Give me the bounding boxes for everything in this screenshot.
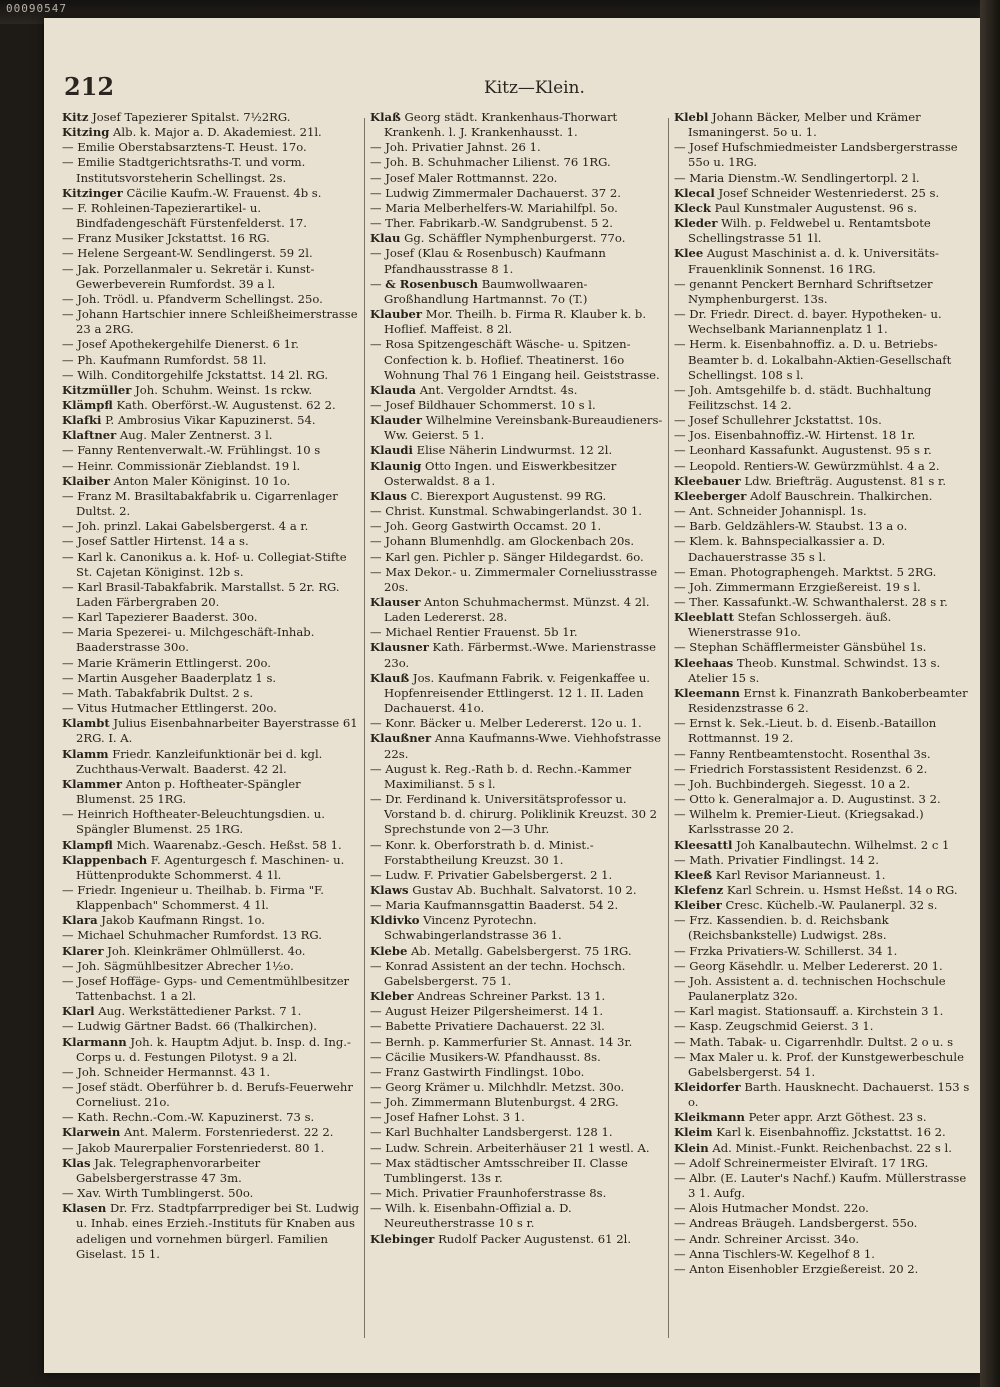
directory-entry: — Joh. Amtsgehilfe b. d. städt. Buchhaltung Feilitzschst. 14 2. (674, 382, 932, 412)
directory-entry: Klappenbach F. Agenturgesch f. Maschinen- u. Hüttenprodukte Schommerst. 4 1l. (62, 852, 345, 882)
entry-surname: Klecal (674, 185, 715, 200)
directory-entry: Kleebauer Ldw. Briefträg. Augustenst. 81 s r. (674, 473, 947, 488)
directory-entry: — Bernh. p. Kammerfurier St. Annast. 14 3r. (370, 1034, 633, 1049)
directory-entry: — Jakob Maurerpalier Forstenriederst. 80 1. (62, 1140, 325, 1155)
directory-entry: Klauser Anton Schuhmachermst. Münzst. 4 2l. Laden Ledererst. 28. (370, 595, 650, 625)
directory-entry: — Max Maler u. k. Prof. der Kunstgewerbeschule Gabelsbergerst. 54 1. (674, 1049, 964, 1079)
entry-surname: Kleikmann (674, 1110, 745, 1125)
directory-entry: Klauß Jos. Kaufmann Fabrik. v. Feigenkaffee u. Hopfenreisender Ettlingerst. 12 1. II. Laden Dachauerst. 41o. (370, 670, 650, 716)
directory-entry: — Albr. (E. Lauter's Nachf.) Kaufm. Müllerstrasse 3 1. Aufg. (674, 1170, 967, 1201)
directory-entry: — Adolf Schreinermeister Elviraſt. 17 1RG. (674, 1155, 929, 1170)
directory-entry: Klebinger Rudolf Packer Augustenst. 61 2l. (370, 1231, 632, 1246)
entry-surname: Klaws (370, 882, 409, 897)
directory-entry: — Klem. k. Bahnspecialkassier a. D. Dachauerstrasse 35 s l. (674, 534, 886, 564)
entry-surname: Kldivko (370, 913, 420, 928)
directory-entry: Klaws Gustav Ab. Buchhalt. Salvatorst. 10 2. (370, 882, 637, 897)
entry-surname: Klammer (62, 776, 123, 791)
directory-entry: Klarwein Ant. Malerm. Forstenriederst. 22 2. (62, 1125, 334, 1140)
directory-entry: — August k. Reg.-Rath b. d. Rechn.-Kammer Maximilianst. 5 s l. (370, 761, 632, 791)
directory-entry: — Max städtischer Amtsschreiber II. Classe Tumblingerst. 13s r. (370, 1155, 628, 1185)
directory-entry: Kleim Karl k. Eisenbahnoffiz. Jckstattst. 16 2. (674, 1125, 946, 1140)
directory-entry: — Barb. Geldzählers-W. Staubst. 13 a o. (674, 519, 908, 534)
directory-entry: — Ernst k. Sek.-Lieut. b. d. Eisenb.-Bataillon Rottmannst. 19 2. (674, 716, 937, 746)
directory-entry: — Karl Tapezierer Baaderst. 30o. (62, 610, 258, 625)
entry-surname: Klefenz (674, 882, 724, 897)
directory-entry: — Jos. Eisenbahnoffiz.-W. Hirtenst. 18 1r. (674, 428, 916, 443)
entry-surname: Klebl (674, 110, 709, 124)
directory-entry: Kleder Wilh. p. Feldwebel u. Rentamtsbote Schellingstrasse 51 1l. (674, 216, 931, 246)
directory-entry: — Mich. Privatier Fraunhoferstrasse 8s. (370, 1186, 607, 1201)
entry-surname: Klaunig (370, 458, 422, 473)
directory-entry: Klauder Wilhelmine Vereinsbank-Bureaudieners-Ww. Geierst. 5 1. (370, 413, 663, 443)
entry-surname: Klasen (62, 1201, 107, 1216)
directory-entry: — Emilie Stadtgerichtsraths-T. und vorm. Institutsvorsteherin Schellingst. 2s. (62, 155, 306, 185)
directory-entry: — Josef Bildhauer Schommerst. 10 s l. (370, 397, 596, 412)
directory-entry: Klein Ad. Minist.-Funkt. Reichenbachst. 22 s l. (674, 1140, 952, 1155)
directory-entry: — Anton Eisenhobler Erzgießereist. 20 2. (674, 1261, 919, 1276)
directory-entry: — Math. Tabak- u. Cigarrenhdlr. Dultst. 2 o u. s (674, 1034, 954, 1049)
page-header (64, 72, 944, 102)
directory-entry: — Josef Hoffäge- Gyps- und Cementmühlbesitzer Tattenbachst. 1 a 2l. (62, 973, 350, 1004)
directory-entry: — Emilie Oberstabsarztens-T. Heust. 17o. (62, 140, 307, 155)
directory-entry: — F. Rohleinen-Tapezierartikel- u. Bindfadengeschäft Fürstenfelderst. 17. (62, 200, 307, 231)
entry-surname: Klämpfl (62, 397, 113, 412)
directory-entry: — Marie Krämerin Ettlingerst. 20o. (62, 655, 271, 670)
directory-entry: — Cäcilie Musikers-W. Pfandhausst. 8s. (370, 1049, 601, 1064)
column-divider (364, 118, 365, 1338)
entry-surname: Klauder (370, 413, 423, 428)
directory-entry: — Ph. Kaufmann Rumfordst. 58 1l. (62, 352, 267, 367)
directory-entry: — Leopold. Rentiers-W. Gewürzmühlst. 4 a 2. (674, 458, 940, 473)
directory-entry: — Josef Hafner Lohst. 3 1. (370, 1110, 525, 1125)
directory-entry: Klaß Georg städt. Krankenhaus-Thorwart Krankenh. l. J. Krankenhausst. 1. (370, 110, 618, 140)
directory-entry: — Konr. k. Oberforstrath b. d. Minist.-Forstabtheilung Kreuzst. 30 1. (370, 837, 594, 867)
directory-entry: — Joh. Sägmühlbesitzer Abrecher 1½o. (62, 958, 294, 973)
directory-entry: Klausner Kath. Färbermst.-Wwe. Marienstrasse 23o. (370, 640, 656, 670)
directory-entry: Klee August Maschinist a. d. k. Universitäts-Frauenklinik Sonnenst. 16 1RG. (674, 246, 939, 276)
directory-entry: — Christ. Kunstmal. Schwabingerlandst. 30 1. (370, 504, 642, 519)
directory-entry: — Josef Apothekergehilfe Dienerst. 6 1r. (62, 337, 299, 352)
directory-entry: — Joh. Zimmermann Blutenburgst. 4 2RG. (370, 1095, 619, 1110)
directory-entry: — Josef Sattler Hirtenst. 14 a s. (62, 534, 249, 549)
directory-entry: Klamm Friedr. Kanzleifunktionär bei d. kgl. Zuchthaus-Verwalt. Baaderst. 42 2l. (62, 746, 323, 776)
entry-surname: Klaußner (370, 731, 432, 746)
entry-surname: Kleeberger (674, 488, 747, 503)
directory-entry: — Heinrich Hoftheater-Beleuchtungsdien. u. Spängler Blumenst. 25 1RG. (62, 807, 325, 837)
directory-entry: — Joh. Schneider Hermannst. 43 1. (62, 1064, 271, 1079)
directory-entry: Klämpfl Kath. Oberförst.-W. Augustenst. 62 2. (62, 397, 336, 412)
directory-entry: — Joh. Trödl. u. Pfandverm Schellingst. 25o. (62, 291, 323, 306)
entry-surname: Kleiber (674, 898, 722, 913)
directory-entry: — Kath. Rechn.-Com.-W. Kapuzinerst. 73 s. (62, 1110, 315, 1125)
entry-surname: Kleck (674, 200, 711, 215)
entry-surname: Kleber (370, 989, 414, 1004)
directory-entry: — Otto k. Generalmajor a. D. Augustinst. 3 2. (674, 792, 941, 807)
entry-surname: Kleeblatt (674, 610, 734, 625)
entry-surname: Kleim (674, 1125, 713, 1140)
directory-entry: — Kasp. Zeugschmid Geierst. 3 1. (674, 1019, 874, 1034)
directory-entry: — Rosa Spitzengeschäft Wäsche- u. Spitzen-Confection k. b. Hoflief. Theatinerst. 16o Wohnung Thal 76 1 Eingang heil. Geiststrasse. (370, 337, 660, 382)
directory-entry: Klas Jak. Telegraphenvorarbeiter Gabelsbergerstrasse 47 3m. (62, 1155, 261, 1185)
directory-entry: — Eman. Photographengeh. Marktst. 5 2RG. (674, 564, 937, 579)
directory-entry: Klafki P. Ambrosius Vikar Kapuzinerst. 54. (62, 413, 316, 428)
directory-entry: — Georg Krämer u. Milchhdlr. Metzst. 30o. (370, 1080, 625, 1094)
directory-entry: — Karl Brasil-Tabakfabrik. Marstallst. 5 2r. RG. Laden Färbergraben 20. (62, 579, 340, 609)
directory-entry: — Math. Privatier Findlingst. 14 2. (674, 852, 879, 867)
entry-surname: Klarmann (62, 1034, 127, 1049)
directory-entry: — Frzka Privatiers-W. Schillerst. 34 1. (674, 943, 898, 958)
directory-entry: — Joh. Assistent a. d. technischen Hochschule Paulanerplatz 32o. (674, 973, 946, 1004)
directory-entry: — genannt Penckert Bernhard Schriftsetzer Nymphenburgerst. 13s. (674, 276, 933, 306)
entry-surname: Klamm (62, 746, 109, 761)
directory-entry: Kleidorfer Barth. Hausknecht. Dachauerst. 153 s o. (674, 1080, 970, 1110)
directory-entry: — Karl gen. Pichler p. Sänger Hildegardst. 6o. (370, 549, 644, 564)
directory-entry: — Josef (Klau & Rosenbusch) Kaufmann Pfandhausstrasse 8 1. (370, 246, 606, 276)
entry-surname: Klein (674, 1140, 709, 1155)
directory-entry: Kitzinger Cäcilie Kaufm.-W. Frauenst. 4b s. (62, 185, 322, 200)
directory-entry: Klaiber Anton Maler Königinst. 10 1o. (62, 473, 291, 488)
directory-entry: Klambt Julius Eisenbahnarbeiter Bayerstrasse 61 2RG. I. A. (62, 716, 358, 746)
directory-entry: — August Heizer Pilgersheimerst. 14 1. (370, 1004, 604, 1019)
page-number: 212 (64, 72, 115, 101)
entry-surname: Klaftner (62, 428, 117, 443)
entry-surname: Klauber (370, 307, 423, 322)
directory-entry: — Andreas Bräugeh. Landsbergerst. 55o. (674, 1216, 918, 1231)
entry-surname: Kitzinger (62, 185, 123, 200)
directory-entry: — Vitus Hutmacher Ettlingerst. 20o. (62, 701, 277, 716)
directory-entry: — Josef Hufschmiedmeister Landsbergerstrasse 55o u. 1RG. (674, 140, 958, 170)
directory-entry: — Ludwig Zimmermaler Dachauerst. 37 2. (370, 185, 621, 200)
directory-entry: — Maria Kaufmannsgattin Baaderst. 54 2. (370, 898, 619, 913)
directory-entry: Klecal Josef Schneider Westenriederst. 25 s. (674, 185, 940, 200)
directory-entry: Klebl Johann Bäcker, Melber und Krämer Ismaningerst. 5o u. 1. (674, 110, 921, 140)
directory-entry: Kitzmüller Joh. Schuhm. Weinst. 1s rckw. (62, 382, 313, 397)
directory-entry: — Michael Rentier Frauenst. 5b 1r. (370, 625, 578, 640)
directory-entry: Kleiber Cresc. Küchelb.-W. Paulanerpl. 32 s. (674, 898, 938, 913)
directory-entry: — Jak. Porzellanmaler u. Sekretär i. Kunst-Gewerbeverein Rumfordst. 39 a l. (62, 261, 315, 291)
directory-entry: — Joh. Buchbindergeh. Siegesst. 10 a 2. (674, 776, 911, 791)
running-head: Kitz—Klein. (484, 78, 585, 98)
directory-entry: — Ludw. F. Privatier Gabelsbergerst. 2 1. (370, 867, 613, 882)
directory-entry: Klefenz Karl Schrein. u. Hsmst Heßst. 14 o RG. (674, 882, 958, 897)
directory-entry: — Math. Tabakfabrik Dultst. 2 s. (62, 685, 254, 700)
directory-entry: — Alois Hutmacher Mondst. 22o. (674, 1201, 869, 1216)
directory-entry: — Franz Musiker Jckstattst. 16 RG. (62, 231, 270, 246)
directory-entry: — Ther. Fabrikarb.-W. Sandgrubenst. 5 2. (370, 216, 613, 231)
directory-entry: Kitz Josef Tapezierer Spitalst. 7½2RG. (62, 110, 291, 124)
directory-entry: — Fanny Rentbeamtenstocht. Rosenthal 3s. (674, 746, 931, 761)
directory-entry: — Franz M. Brasiltabakfabrik u. Cigarrenlager Dultst. 2. (62, 488, 338, 519)
directory-entry: — Friedr. Ingenieur u. Theilhab. b. Firma "F. Klappenbach" Schommerst. 4 1l. (62, 882, 324, 913)
directory-entry: — Ant. Schneider Johannispl. 1s. (674, 504, 867, 519)
directory-entry: Klaußner Anna Kaufmanns-Wwe. Viehhofstrasse 22s. (370, 731, 661, 761)
directory-entry: Klammer Anton p. Hoftheater-Spängler Blumenst. 25 1RG. (62, 776, 301, 807)
directory-entry: — Frz. Kassendien. b. d. Reichsbank (Reichsbankstelle) Ludwigst. 28s. (674, 913, 889, 943)
entry-surname: Kitzmüller (62, 382, 132, 397)
directory-entry: Klara Jakob Kaufmann Ringst. 1o. (62, 913, 265, 928)
directory-column-2 (370, 110, 670, 1350)
entry-surname: Klambt (62, 716, 110, 731)
directory-entry: — Stephan Schäfflermeister Gänsbühel 1s. (674, 640, 927, 655)
directory-entry: — Helene Sergeant-W. Sendlingerst. 59 2l. (62, 246, 313, 261)
directory-entry: — Fanny Rentenverwalt.-W. Frühlingst. 10 s (62, 443, 321, 458)
entry-surname: Kleehaas (674, 655, 734, 670)
directory-entry: Kleeberger Adolf Bauschrein. Thalkirchen. (674, 488, 933, 503)
directory-entry: Kleeblatt Stefan Schlossergeh. äuß. Wienerstrasse 91o. (674, 610, 892, 640)
directory-entry: — Wilh. Conditorgehilfe Jckstattst. 14 2l. RG. (62, 367, 329, 382)
directory-entry: — Franz Gastwirth Findlingst. 10bo. (370, 1064, 585, 1079)
entry-surname: Klas (62, 1155, 91, 1170)
directory-column-1 (62, 110, 362, 1350)
directory-entry: — Anna Tischlers-W. Kegelhof 8 1. (674, 1246, 875, 1261)
directory-entry: — Ludw. Schrein. Arbeiterhäuser 21 1 westl. A. (370, 1140, 650, 1155)
directory-entry: Klaunig Otto Ingen. und Eiswerkbesitzer Osterwaldst. 8 a 1. (370, 458, 617, 488)
directory-entry: Kleck Paul Kunstmaler Augustenst. 96 s. (674, 200, 918, 215)
directory-entry: — Ludwig Gärtner Badst. 66 (Thalkirchen). (62, 1019, 317, 1034)
directory-entry: — Dr. Friedr. Direct. d. bayer. Hypotheken- u. Wechselbank Mariannenplatz 1 1. (674, 307, 942, 337)
directory-entry: — Wilhelm k. Premier-Lieut. (Kriegsakad.) Karlsstrasse 20 2. (674, 807, 924, 837)
directory-entry: — Babette Privatiere Dachauerst. 22 3l. (370, 1019, 605, 1034)
directory-entry: Klarmann Joh. k. Hauptm Adjut. b. Insp. d. Ing.-Corps u. d. Festungen Pilotyst. 9 a 2l. (62, 1034, 351, 1064)
entry-surname: Kleidorfer (674, 1080, 741, 1094)
directory-entry: Klaudi Elise Näherin Lindwurmst. 12 2l. (370, 443, 613, 458)
directory-entry: Klau Gg. Schäffler Nymphenburgerst. 77o. (370, 231, 626, 246)
directory-entry: Kleemann Ernst k. Finanzrath Bankoberbeamter Residenzstrasse 6 2. (674, 685, 968, 716)
directory-entry: — Maria Melberhelfers-W. Mariahilfpl. 5o. (370, 200, 618, 215)
entry-surname: Klaudi (370, 443, 413, 458)
entry-surname: Kleesattl (674, 837, 733, 852)
directory-entry: — Xav. Wirth Tumblingerst. 50o. (62, 1186, 254, 1201)
entry-surname: Klaus (370, 488, 407, 503)
directory-entry: — Michael Schuhmacher Rumfordst. 13 RG. (62, 928, 322, 943)
directory-entry: Klarer Joh. Kleinkrämer Ohlmüllerst. 4o. (62, 943, 306, 958)
directory-entry: — Joh. Georg Gastwirth Occamst. 20 1. (370, 519, 602, 534)
directory-entry: — Karl Buchhalter Landsbergerst. 128 1. (370, 1125, 613, 1140)
directory-entry: — Friedrich Forstassistent Residenzst. 6 2. (674, 761, 928, 776)
directory-entry: — Dr. Ferdinand k. Universitätsprofessor u. Vorstand b. d. chirurg. Poliklinik Kreuzst. 30 2 Sprechstunde von 2—3 Uhr. (370, 792, 658, 837)
directory-entry: Klebe Ab. Metallg. Gabelsbergerst. 75 1RG. (370, 943, 632, 958)
entry-surname: Klauß (370, 670, 410, 685)
directory-entry: Klaus C. Bierexport Augustenst. 99 RG. (370, 488, 607, 503)
directory-entry: — Johann Blumenhdlg. am Glockenbach 20s. (370, 534, 635, 549)
directory-entry: Kitzing Alb. k. Major a. D. Akademiest. 21l. (62, 125, 322, 140)
directory-entry: Klauber Mor. Theilh. b. Firma R. Klauber k. b. Hoflief. Maffeist. 8 2l. (370, 307, 647, 337)
entry-surname: Kitzing (62, 125, 110, 140)
entry-surname: Kleder (674, 216, 718, 231)
directory-entry: — Josef städt. Oberführer b. d. Berufs-Feuerwehr Corneliust. 21o. (62, 1080, 353, 1110)
entry-surname: Klara (62, 913, 98, 928)
entry-surname: Kleemann (674, 685, 740, 700)
directory-entry: — Wilh. k. Eisenbahn-Offizial a. D. Neureutherstrasse 10 s r. (370, 1201, 572, 1231)
directory-entry: Klarl Aug. Werkstättediener Parkst. 7 1. (62, 1004, 302, 1019)
directory-entry: — Josef Maler Rottmannst. 22o. (370, 170, 558, 185)
directory-entry: Kleikmann Peter appr. Arzt Göthest. 23 s. (674, 1110, 927, 1125)
entry-surname: Klau (370, 231, 401, 246)
directory-entry: — Joh. Zimmermann Erzgießereist. 19 s l. (674, 579, 921, 594)
directory-entry: Kleehaas Theob. Kunstmal. Schwindst. 13 s. Atelier 15 s. (674, 655, 941, 685)
directory-entry: — Martin Ausgeher Baaderplatz 1 s. (62, 670, 277, 685)
entry-surname: Klaiber (62, 473, 110, 488)
entry-surname: Klarer (62, 943, 104, 958)
directory-entry: Kldivko Vincenz Pyrotechn. Schwabingerlandstrasse 36 1. (370, 913, 562, 943)
directory-column-3 (674, 110, 974, 1350)
entry-surname: Kleeß (674, 867, 713, 882)
directory-entry: — Maria Spezerei- u. Milchgeschäft-Inhab. Baaderstrasse 30o. (62, 625, 315, 655)
directory-entry: — Josef Schullehrer Jckstattst. 10s. (674, 413, 882, 428)
directory-entry: — Max Dekor.- u. Zimmermaler Corneliusstrasse 20s. (370, 564, 658, 594)
book-spine (980, 0, 1000, 1387)
directory-entry: — Konr. Bäcker u. Melber Ledererst. 12o u. 1. (370, 716, 642, 731)
entry-surname: Kleebauer (674, 473, 741, 488)
entry-surname: Klaß (370, 110, 401, 124)
directory-entry: — Joh. prinzl. Lakai Gabelsbergerst. 4 a r. (62, 519, 309, 534)
directory-entry: Kleesattl Joh Kanalbautechn. Wilhelmst. 2 c 1 (674, 837, 950, 852)
directory-entry: Kleber Andreas Schreiner Parkst. 13 1. (370, 989, 606, 1004)
directory-entry: Klauda Ant. Vergolder Arndtst. 4s. (370, 382, 578, 397)
directory-entry: — Maria Dienstm.-W. Sendlingertorpl. 2 l. (674, 170, 920, 185)
entry-surname: Kitz (62, 110, 89, 124)
directory-entry: — & Rosenbusch Baumwollwaaren-Großhandlung Hartmannst. 7o (T.) (370, 276, 588, 306)
directory-entry: — Karl magist. Stationsauff. a. Kirchstein 3 1. (674, 1004, 944, 1019)
directory-entry: — Johann Hartschier innere Schleißheimerstrasse 23 a 2RG. (62, 307, 358, 337)
entry-surname: Klappenbach (62, 852, 148, 867)
directory-entry: — Georg Käsehdlr. u. Melber Ledererst. 20 1. (674, 958, 943, 973)
directory-entry: — Herm. k. Eisenbahnoffiz. a. D. u. Betriebs-Beamter b. d. Lokalbahn-Aktien-Gesellschaft Schellingst. 108 s l. (674, 337, 952, 382)
scan-id: 00090547 (6, 2, 67, 15)
entry-surname: Klebe (370, 943, 408, 958)
entry-surname: Klafki (62, 413, 102, 428)
directory-entry: — Joh. Privatier Jahnst. 26 1. (370, 140, 541, 155)
entry-surname: Klebinger (370, 1231, 435, 1246)
directory-entry: Klaftner Aug. Maler Zentnerst. 3 l. (62, 428, 273, 443)
entry-surname: Klauda (370, 382, 417, 397)
directory-entry: — Karl k. Canonikus a. k. Hof- u. Collegiat-Stifte St. Cajetan Königinst. 12b s. (62, 549, 347, 579)
directory-entry: Klasen Dr. Frz. Stadtpfarrprediger bei St. Ludwig u. Inhab. eines Erzieh.-Instituts für Knaben aus adeligen und vornehmen bürgerl. Familien Giselast. 15 1. (62, 1201, 360, 1261)
directory-page (44, 18, 980, 1373)
directory-entry: Kleeß Karl Revisor Marianneust. 1. (674, 867, 886, 882)
entry-surname: & Rosenbusch (385, 276, 479, 291)
directory-entry: Klampfl Mich. Waarenabz.-Gesch. Heßst. 58 1. (62, 837, 342, 852)
entry-surname: Klampfl (62, 837, 113, 852)
entry-surname: Klausner (370, 640, 429, 655)
entry-surname: Klauser (370, 595, 421, 609)
directory-entry: — Joh. B. Schuhmacher Lilienst. 76 1RG. (370, 155, 611, 170)
directory-entry: — Heinr. Commissionär Zieblandst. 19 l. (62, 458, 301, 473)
entry-surname: Klarwein (62, 1125, 121, 1140)
entry-surname: Klee (674, 246, 704, 261)
entry-surname: Klarl (62, 1004, 95, 1019)
directory-entry: — Andr. Schreiner Arcisst. 34o. (674, 1231, 860, 1246)
directory-entry: — Leonhard Kassafunkt. Augustenst. 95 s r. (674, 443, 932, 458)
directory-entry: — Ther. Kassafunkt.-W. Schwanthalerst. 28 s r. (674, 595, 948, 609)
directory-entry: — Konrad Assistent an der techn. Hochsch. Gabelsbergerst. 75 1. (370, 958, 626, 988)
